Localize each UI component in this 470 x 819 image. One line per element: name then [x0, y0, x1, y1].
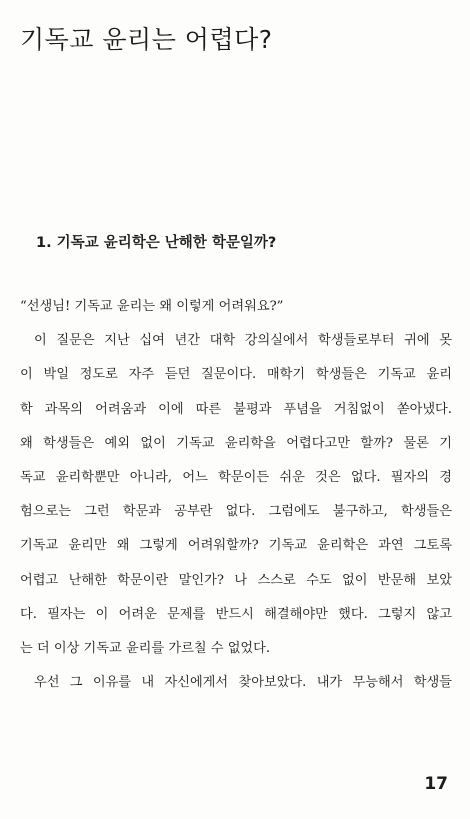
paragraph-line: 어렵고 난해한 학문이란 말인가? 나 스스로 수도 없이 반문해 보았: [20, 572, 452, 588]
section-heading: 1. 기독교 윤리학은 난해한 학문일까?: [36, 235, 277, 251]
paragraph-line: 는 더 이상 기독교 윤리를 가르칠 수 없었다.: [20, 640, 271, 656]
paragraph-line: 왜 학생들은 예외 없이 기독교 윤리학을 어렵다고만 할까? 물론 기: [20, 435, 452, 451]
body-text: [20, 290, 452, 700]
chapter-title: 기독교 윤리는 어렵다?: [20, 25, 273, 54]
paragraph-line: 험으로는 그런 학문과 공부란 없다. 그럼에도 불구하고, 학생들은: [20, 504, 452, 520]
paragraph-line: 이 박일 정도로 자주 듣던 질문이다. 매학기 학생들은 기독교 윤리: [20, 367, 452, 383]
paragraph-line: 다. 필자는 이 어려운 문제를 반드시 해결해야만 했다. 그렇지 않고: [20, 606, 452, 622]
paragraph-line: 독교 윤리학뿐만 아니라, 어느 학문이든 쉬운 것은 없다. 필자의 경: [20, 469, 452, 485]
paragraph-line: 기독교 윤리만 왜 그렇게 어려워할까? 기독교 윤리학은 과연 그토록: [20, 538, 452, 554]
paragraph-line: 학 과목의 어려움과 이에 따른 불평과 푸념을 거침없이 쏟아냈다.: [20, 401, 452, 417]
page-number: 17: [424, 774, 448, 794]
paragraph-line: 이 질문은 지난 십여 년간 대학 강의실에서 학생들로부터 귀에 못: [34, 333, 452, 349]
paragraph-line: 우선 그 이유를 내 자신에게서 찾아보았다. 내가 무능해서 학생들: [34, 675, 452, 691]
quote-line: “선생님! 기독교 윤리는 왜 이렇게 어려워요?”: [20, 299, 284, 314]
